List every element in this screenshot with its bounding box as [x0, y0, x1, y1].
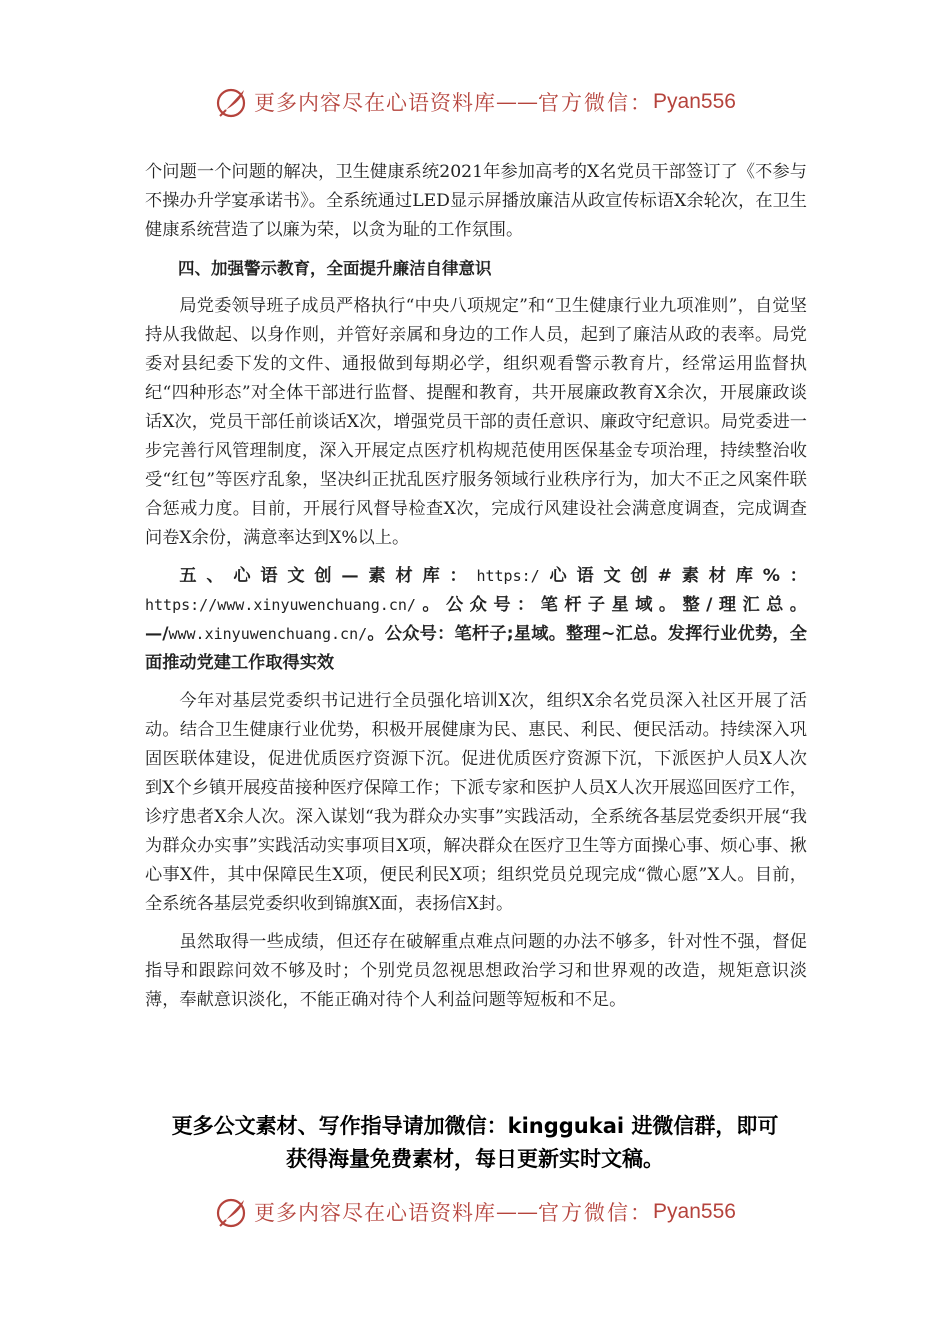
- section5-part5: 。公众号：笔杆子星域。整/理汇总。—/: [145, 595, 807, 644]
- banner-separator: ——: [496, 90, 539, 114]
- feather-pen-logo-icon: [214, 84, 250, 120]
- paragraph-2: 局党委领导班子成员严格执行“中央八项规定”和“卫生健康行业九项准则”，自觉坚持从我做起、以身作则，并管好亲属和身边的工作人员，起到了廉洁从政的表率。局党委对县纪委下发的文件、通报做到每期必学，组织观看警示教育片，经常运用监督执纪“四种形态”对全体干部进行监督、提醒和教育，共开展廉政教育X余次，开展廉政谈话X次，党员干部任前谈话X次，增强党员干部的责任意识、廉政守纪意识。局党委进一步完善行风管理制度，深入开展定点医疗机构规范使用医保基金专项治理，持续整治收受“红包”等医疗乱象，坚决纠正扰乱医疗服务领域行业秩序行为，加大不正之风案件联合惩戒力度。目前，开展行风督导检查X次，完成行风建设社会满意度调查，完成调查问卷X余份，满意率达到X%以上。: [145, 296, 807, 548]
- section5-part3: 心语文创#素材库%：: [539, 566, 807, 586]
- footer-wechat-id: Pyan556: [653, 1200, 736, 1223]
- banner-brand: 更多内容尽在心语资料库: [254, 91, 497, 115]
- feather-pen-logo-icon: [214, 1194, 250, 1230]
- document-body: [145, 158, 807, 1015]
- section-heading-4: 四、加强警示教育，全面提升廉洁自律意识: [178, 259, 492, 278]
- banner-wechat-id: Pyan556: [653, 90, 736, 113]
- section5-part1: 五、心语文创—素材库：: [179, 566, 477, 586]
- paragraph-3: 今年对基层党委织书记进行全员强化培训X次，组织X余名党员深入社区开展了活动。结合卫生健康行业优势，积极开展健康为民、惠民、利民、便民活动。持续深入巩固医联体建设，促进优质医疗资源下沉。促进优质医疗资源下沉，下派医护人员X人次到X个乡镇开展疫苗接种医疗保障工作；下派专家和医护人员X人次开展巡回医疗工作，诊疗患者X余人次。深入谋划“我为群众办实事”实践活动，全系统各基层党委织开展“我为群众办实事”实践活动实事项目X项，解决群众在医疗卫生等方面操心事、烦心事、揪心事X件，其中保障民生X项，便民利民X项；组织党员兑现完成“微心愿”X人。目前，全系统各基层党委织收到锦旗X面，表扬信X封。: [145, 691, 807, 914]
- banner-wechat-label: 官方微信：: [538, 91, 654, 115]
- section-heading-5: [145, 562, 807, 678]
- section5-part4: https://www.xinyuwenchuang.cn/: [145, 596, 416, 614]
- footer-separator: ——: [496, 1200, 539, 1224]
- footer-banner: [0, 1192, 950, 1232]
- promo-notice: [100, 1110, 850, 1176]
- header-banner: [0, 82, 950, 122]
- footer-wechat-label: 官方微信：: [538, 1201, 654, 1225]
- paragraph-4: 虽然取得一些成绩，但还存在破解重点难点问题的办法不够多，针对性不强，督促指导和跟踪问效不够及时；个别党员忽视思想政治学习和世界观的改造，规矩意识淡薄，奉献意识淡化，不能正确对待个人利益问题等短板和不足。: [145, 932, 807, 1010]
- promo-line-2: 获得海量免费素材，每日更新实时文稿。: [286, 1147, 664, 1171]
- section5-part7: 。公众号：笔杆子;星域。整理~汇总。发挥行业优势，全面推动党建工作取得实效: [145, 624, 807, 673]
- promo-line-1: 更多公文素材、写作指导请加微信：kinggukai 进微信群，即可: [171, 1114, 779, 1138]
- section5-part6: www.xinyuwenchuang.cn/: [168, 625, 368, 643]
- section5-part2: https:/: [476, 567, 540, 585]
- paragraph-1: 个问题一个问题的解决，卫生健康系统2021年参加高考的X名党员干部签订了《不参与不操办升学宴承诺书》。全系统通过LED显示屏播放廉洁从政宣传标语X余轮次，在卫生健康系统营造了以廉为荣，以贪为耻的工作氛围。: [145, 162, 807, 240]
- footer-brand: 更多内容尽在心语资料库: [254, 1201, 497, 1225]
